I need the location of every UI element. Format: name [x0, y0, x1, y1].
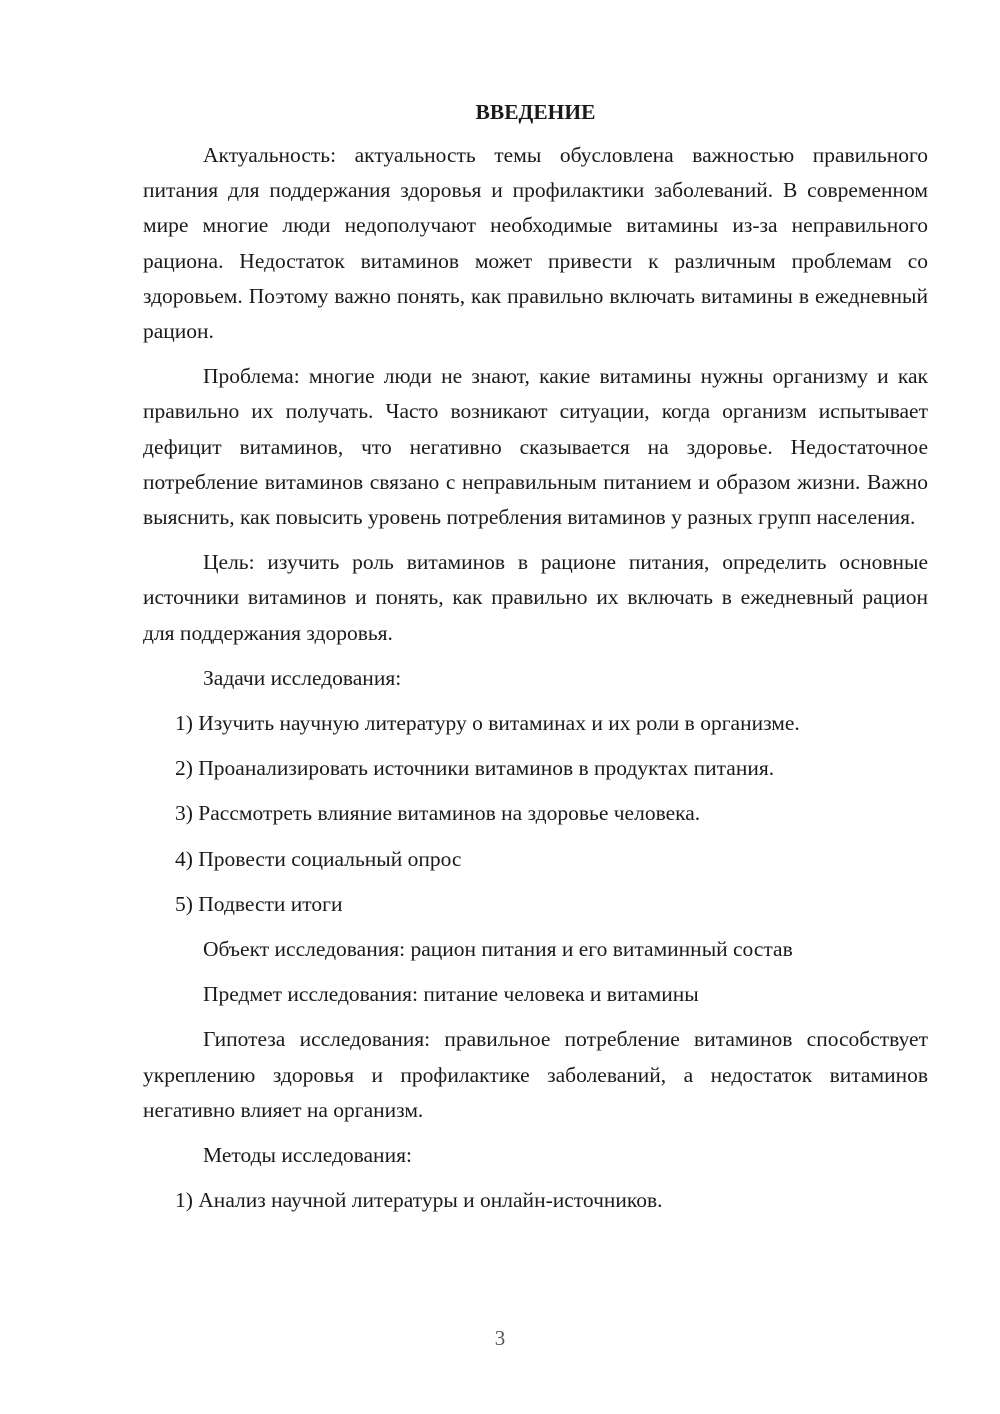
hypothesis-paragraph: Гипотеза исследования: правильное потребление витаминов способствует укреплению здоровья и профилактике заболеваний, а недостаток витаминов негативно влияет на организм.: [143, 1027, 928, 1122]
page-number: 3: [494, 1326, 506, 1350]
methods-heading: Методы исследования:: [203, 1143, 412, 1168]
task-item-1: 1) Изучить научную литературу о витаминах и их роли в организме.: [175, 711, 800, 736]
task-item-4: 4) Провести социальный опрос: [175, 846, 462, 871]
object-paragraph: Объект исследования: рацион питания и его витаминный состав: [203, 937, 793, 962]
subject-paragraph: Предмет исследования: питание человека и витамины: [203, 982, 699, 1007]
relevance-paragraph: Актуальность: актуальность темы обусловлена важностью правильного питания для поддержания здоровья и профилактики заболеваний. В современном мире многие люди недополучают необходимые витамины из-за неправильного рациона. Недостаток витаминов может привести к различным проблемам со здоровьем. Поэтому важно понять, как правильно включать витамины в ежедневный рацион.: [143, 143, 928, 344]
task-item-5: 5) Подвести итоги: [175, 891, 343, 916]
goal-paragraph: Цель: изучить роль витаминов в рационе питания, определить основные источники витаминов и понять, как правильно их включать в ежедневный рацион для поддержания здоровья.: [143, 550, 928, 645]
tasks-heading: Задачи исследования:: [203, 665, 402, 690]
task-item-2: 2) Проанализировать источники витаминов в продуктах питания.: [175, 756, 775, 781]
method-item-1: 1) Анализ научной литературы и онлайн-источников.: [175, 1188, 663, 1213]
task-item-3: 3) Рассмотреть влияние витаминов на здоровье человека.: [175, 801, 701, 826]
problem-paragraph: Проблема: многие люди не знают, какие витамины нужны организму и как правильно их получать. Часто возникают ситуации, когда организм испытывает дефицит витаминов, что негативно сказывается на здоровье. Недостаточное потребление витаминов связано с неправильным питанием и образом жизни. Важно выяснить, как повысить уровень потребления витаминов у разных групп населения.: [143, 364, 928, 530]
document-page: [143, 96, 928, 1228]
section-title: ВВЕДЕНИЕ: [475, 100, 596, 124]
